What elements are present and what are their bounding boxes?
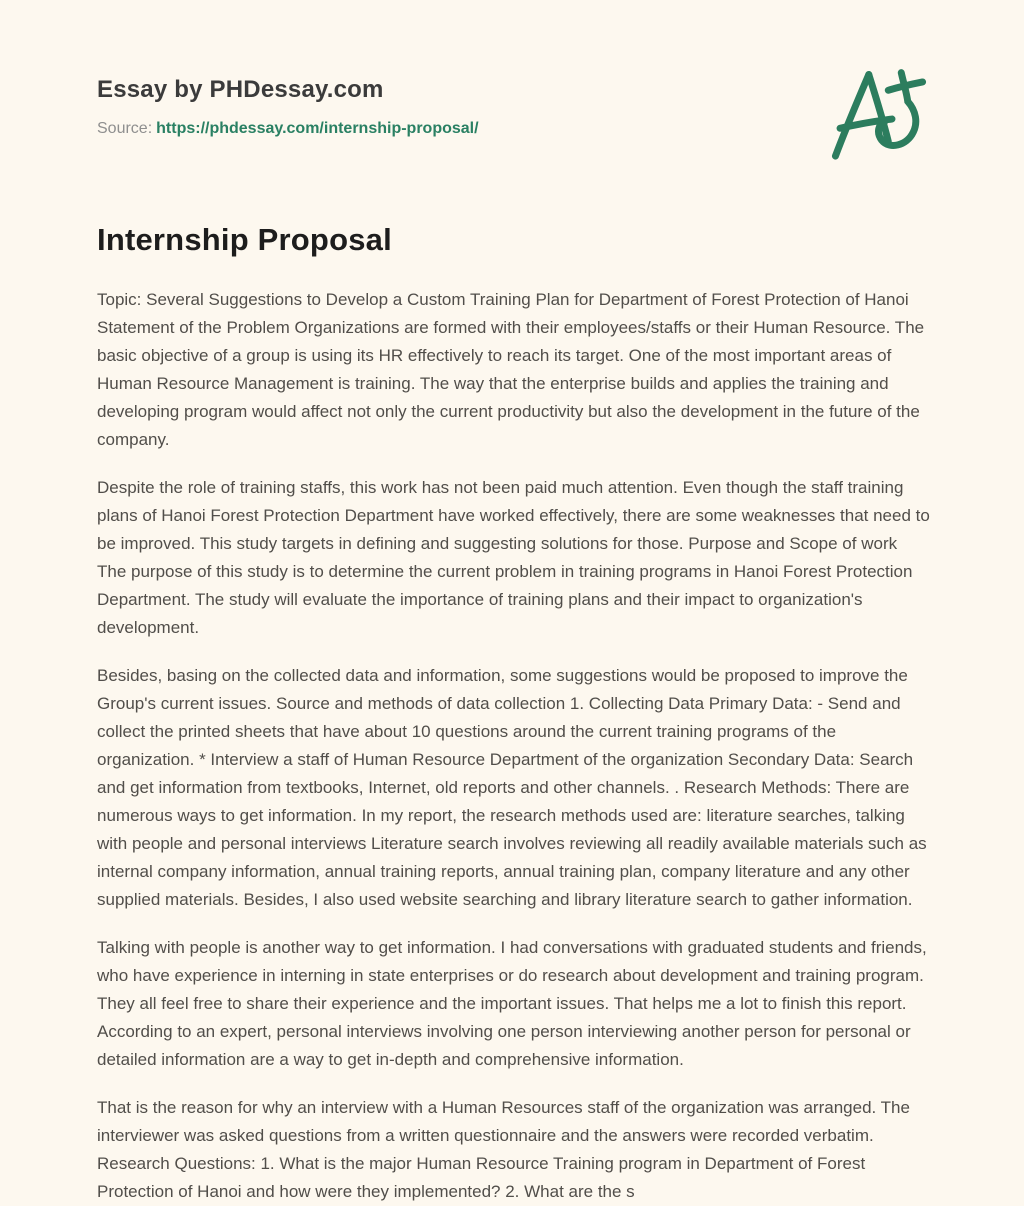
essay-paragraph-1: Topic: Several Suggestions to Develop a Custom Training Plan for Department of Forest Protection of Hanoi Statement of the Problem Organizations are formed with their employees/staffs or their Human Resource. The basic objective of a group is using its HR effectively to reach its target. One of the most important areas of Human Resource Management is training. The way that the enterprise builds and applies the training and developing program would affect not only the current productivity but also the development in the future of the company.: [97, 290, 925, 449]
essay-paragraph-3: Besides, basing on the collected data and information, some suggestions would be proposed to improve the Group's current issues. Source and methods of data collection 1. Collecting Data Primary Data: - Send and collect the printed sheets that have about 10 questions around the current training programs of the organization. * Interview a staff of Human Resource Department of the organization Secondary Data: Search and get information from textbooks, Internet, old reports and other channels. . Research Methods: There are numerous ways to get information. In my report, the research methods used are: literature searches, talking with people and personal interviews Literature search involves reviewing all readily available materials such as internal company information, annual training reports, annual training plan, company literature and any other supplied materials. Besides, I also used website searching and library literature search to gather information.: [97, 666, 927, 909]
source-line: [97, 120, 930, 138]
source-label: Source:: [97, 120, 153, 137]
source-link[interactable]: https://phdessay.com/internship-proposal/: [156, 120, 479, 137]
essay-paragraph-4: Talking with people is another way to get information. I had conversations with graduated students and friends, who have experience in interning in state enterprises or do research about development and training program. They all feel free to share their experience and the important issues. That helps me a lot to finish this report. According to an expert, personal interviews involving one person interviewing another person for personal or detailed information are a way to get in-depth and comprehensive information.: [97, 938, 927, 1069]
essay-paragraph-2: Despite the role of training staffs, this work has not been paid much attention. Even though the staff training plans of Hanoi Forest Protection Department have worked effectively, there are some weaknesses that need to be improved. This study targets in defining and suggesting solutions for those. Purpose and Scope of work The purpose of this study is to determine the current problem in training programs in Hanoi Forest Protection Department. The study will evaluate the importance of training plans and their impact to organization's development.: [97, 478, 930, 637]
essay-content: [97, 222, 930, 1206]
essay-body: [97, 286, 930, 1206]
page-header: [97, 76, 930, 138]
a-plus-logo-icon: [828, 58, 930, 168]
site-title: Essay by PHDessay.com: [97, 76, 384, 103]
essay-paragraph-5: That is the reason for why an interview with a Human Resources staff of the organization was arranged. The interviewer was asked questions from a written questionnaire and the answers were recorded verbatim. Research Questions: 1. What is the major Human Resource Training program in Department of Forest Protection of Hanoi and how were they implemented? 2. What are the s: [97, 1098, 910, 1201]
essay-title: Internship Proposal: [97, 222, 392, 257]
